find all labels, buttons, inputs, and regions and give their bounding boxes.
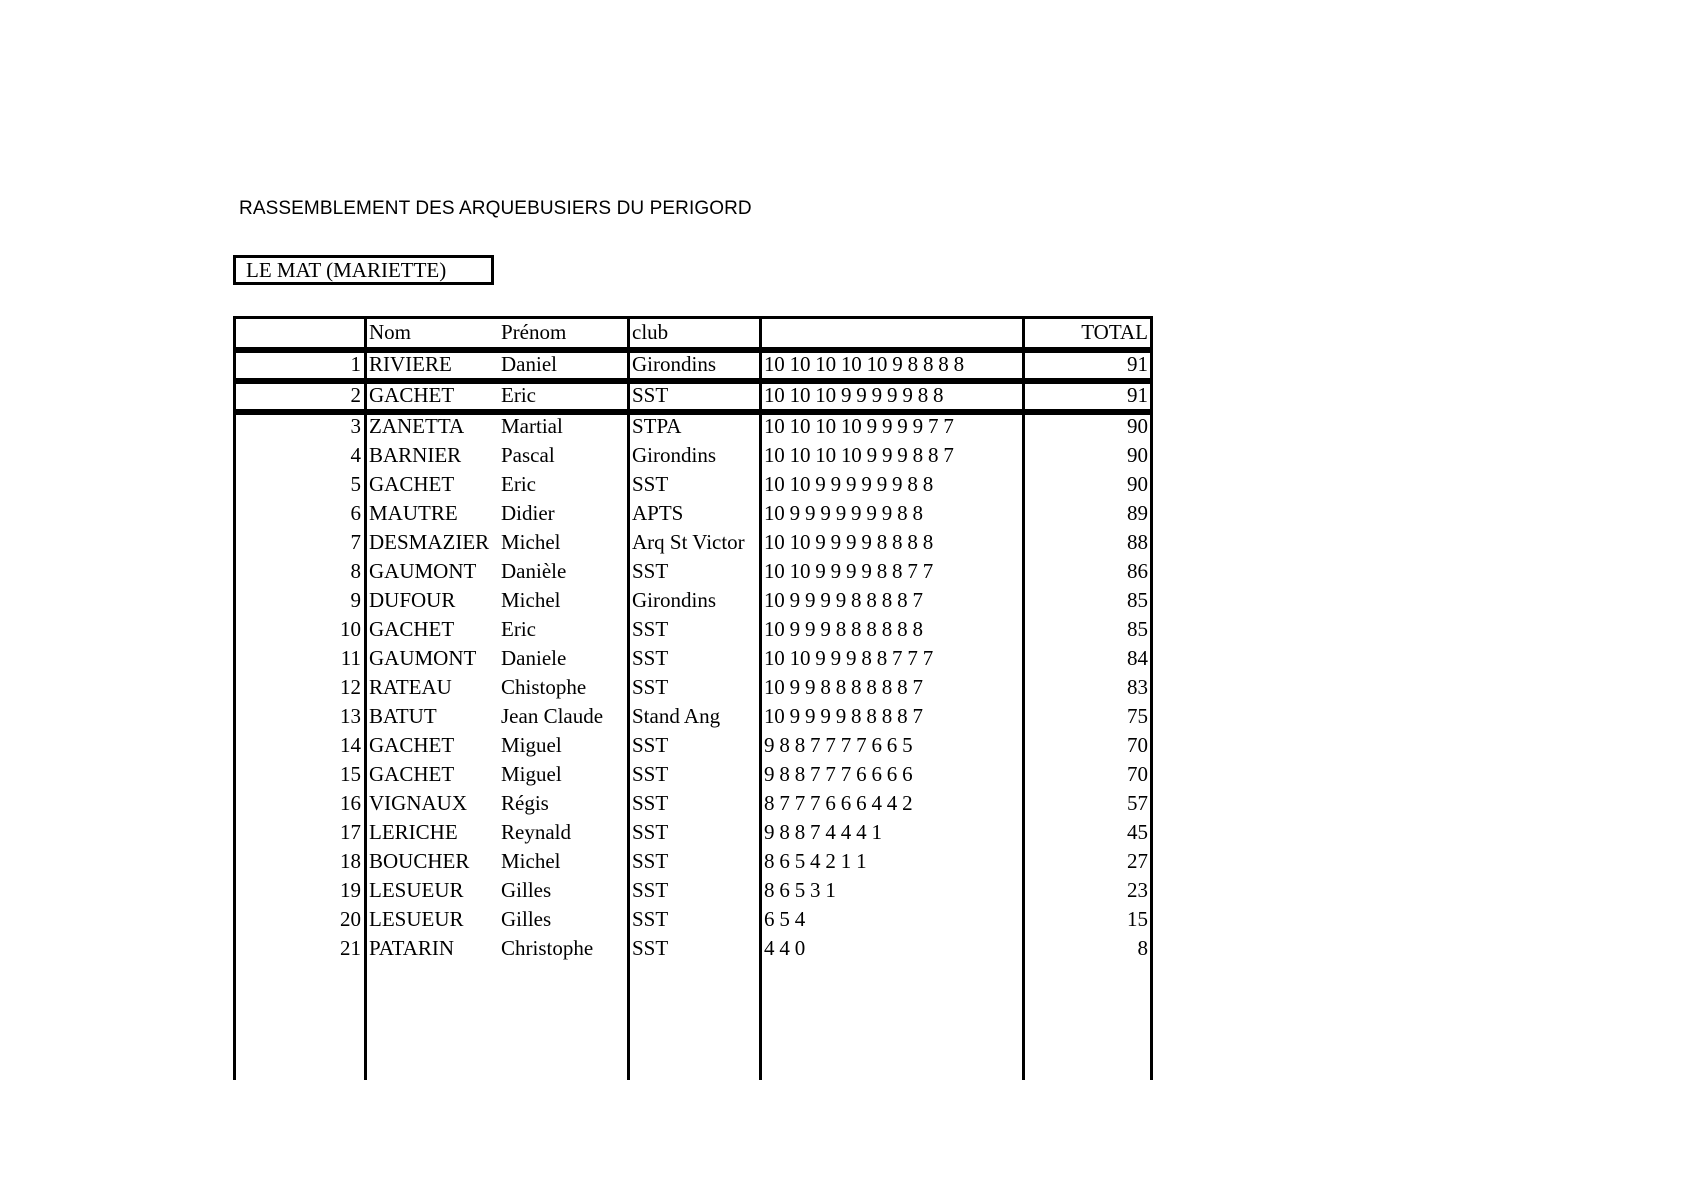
scores-cell: 8 6 5 3 1 [764, 878, 836, 902]
prenom-cell: Michel [501, 849, 561, 873]
rank-cell: 5 [350, 472, 361, 496]
total-cell: 85 [1127, 588, 1148, 612]
table-row [233, 470, 1153, 499]
scores-cell: 4 4 0 [764, 936, 806, 960]
prenom-cell: Michel [501, 530, 561, 554]
table-row [233, 441, 1153, 470]
prenom-cell: Didier [501, 501, 555, 525]
results-table [233, 316, 1153, 1080]
scores-cell: 10 9 9 8 8 8 8 8 8 7 [764, 675, 923, 699]
prenom-cell: Jean Claude [501, 704, 604, 728]
table-row [233, 350, 1153, 379]
total-cell: 83 [1127, 675, 1148, 699]
table-row [233, 731, 1153, 760]
total-cell: 45 [1127, 820, 1148, 844]
nom-cell: LESUEUR [369, 878, 464, 902]
total-cell: 70 [1127, 762, 1148, 786]
prenom-cell: Reynald [501, 820, 571, 844]
scores-cell: 10 9 9 9 9 8 8 8 8 7 [764, 704, 923, 728]
nom-cell: GACHET [369, 617, 455, 641]
rank-cell: 3 [350, 414, 361, 438]
total-cell: 8 [1137, 936, 1148, 960]
total-cell: 86 [1127, 559, 1148, 583]
club-cell: SST [632, 559, 669, 583]
rank-cell: 8 [350, 559, 361, 583]
nom-cell: LESUEUR [369, 907, 464, 931]
nom-cell: GACHET [369, 472, 455, 496]
nom-cell: DUFOUR [369, 588, 456, 612]
nom-cell: BATUT [369, 704, 437, 728]
club-cell: SST [632, 820, 669, 844]
table-row [233, 760, 1153, 789]
club-cell: SST [632, 849, 669, 873]
table-row [233, 847, 1153, 876]
club-cell: APTS [632, 501, 684, 525]
scores-cell: 10 10 10 9 9 9 9 9 8 8 [764, 383, 944, 407]
table-row [233, 615, 1153, 644]
rank-cell: 21 [340, 936, 361, 960]
total-cell: 91 [1127, 383, 1148, 407]
total-cell: 90 [1127, 443, 1148, 467]
club-cell: Arq St Victor [632, 530, 745, 554]
prenom-cell: Eric [501, 472, 536, 496]
club-cell: SST [632, 675, 669, 699]
table-row [233, 934, 1153, 963]
prenom-cell: Gilles [501, 878, 552, 902]
scores-cell: 6 5 4 [764, 907, 806, 931]
rank-cell: 2 [350, 383, 361, 407]
rank-cell: 18 [340, 849, 361, 873]
nom-cell: GACHET [369, 383, 455, 407]
prenom-cell: Danièle [501, 559, 567, 583]
club-cell: SST [632, 646, 669, 670]
nom-cell: ZANETTA [369, 414, 465, 438]
club-cell: SST [632, 733, 669, 757]
club-cell: Girondins [632, 352, 716, 376]
scores-cell: 10 9 9 9 8 8 8 8 8 8 [764, 617, 923, 641]
club-cell: SST [632, 617, 669, 641]
scores-cell: 10 9 9 9 9 8 8 8 8 7 [764, 588, 923, 612]
prenom-cell: Eric [501, 383, 536, 407]
scores-cell: 9 8 8 7 7 7 7 6 6 5 [764, 733, 913, 757]
total-cell: 90 [1127, 414, 1148, 438]
rank-cell: 20 [340, 907, 361, 931]
rank-cell: 16 [340, 791, 361, 815]
scores-cell: 10 10 10 10 9 9 9 8 8 7 [764, 443, 954, 467]
rank-cell: 14 [340, 733, 361, 757]
prenom-cell: Miguel [501, 733, 562, 757]
prenom-cell: Gilles [501, 907, 552, 931]
rank-cell: 15 [340, 762, 361, 786]
table-row [233, 412, 1153, 441]
prenom-cell: Miguel [501, 762, 562, 786]
scores-cell: 10 9 9 9 9 9 9 9 8 8 [764, 501, 923, 525]
club-cell: SST [632, 936, 669, 960]
club-cell: SST [632, 878, 669, 902]
prenom-cell: Régis [501, 791, 549, 815]
rank-cell: 6 [350, 501, 361, 525]
total-cell: 85 [1127, 617, 1148, 641]
rank-cell: 12 [340, 675, 361, 699]
rank-cell: 10 [340, 617, 361, 641]
club-cell: SST [632, 762, 669, 786]
prenom-cell: Pascal [501, 443, 555, 467]
scores-cell: 10 10 10 10 10 9 8 8 8 8 [764, 352, 964, 376]
prenom-cell: Eric [501, 617, 536, 641]
scores-cell: 9 8 8 7 4 4 4 1 [764, 820, 882, 844]
rank-cell: 13 [340, 704, 361, 728]
club-cell: Girondins [632, 588, 716, 612]
scores-cell: 10 10 9 9 9 9 9 9 8 8 [764, 472, 934, 496]
total-cell: 23 [1127, 878, 1148, 902]
total-cell: 70 [1127, 733, 1148, 757]
nom-cell: BARNIER [369, 443, 462, 467]
event-name: LE MAT (MARIETTE) [246, 258, 447, 282]
table-row [233, 381, 1153, 410]
prenom-cell: Christophe [501, 936, 594, 960]
header-club: club [632, 320, 669, 344]
rank-cell: 9 [350, 588, 361, 612]
document-title: RASSEMBLEMENT DES ARQUEBUSIERS DU PERIGORD [239, 198, 752, 219]
club-cell: STPA [632, 414, 682, 438]
rank-cell: 11 [340, 646, 361, 670]
rank-cell: 17 [340, 820, 361, 844]
nom-cell: RATEAU [369, 675, 452, 699]
table-header-row [233, 318, 1153, 347]
table-row [233, 644, 1153, 673]
nom-cell: VIGNAUX [369, 791, 467, 815]
nom-cell: DESMAZIER [369, 530, 490, 554]
nom-cell: MAUTRE [369, 501, 458, 525]
club-cell: Stand Ang [632, 704, 721, 728]
club-cell: SST [632, 791, 669, 815]
table-row [233, 528, 1153, 557]
club-cell: Girondins [632, 443, 716, 467]
nom-cell: PATARIN [369, 936, 455, 960]
total-cell: 90 [1127, 472, 1148, 496]
prenom-cell: Martial [501, 414, 563, 438]
table-row [233, 905, 1153, 934]
prenom-cell: Daniele [501, 646, 567, 670]
header-nom: Nom [369, 320, 411, 344]
club-cell: SST [632, 907, 669, 931]
nom-cell: RIVIERE [369, 352, 452, 376]
prenom-cell: Daniel [501, 352, 557, 376]
prenom-cell: Michel [501, 588, 561, 612]
scores-cell: 10 10 9 9 9 9 8 8 8 8 [764, 530, 934, 554]
table-row [233, 586, 1153, 615]
total-cell: 84 [1127, 646, 1148, 670]
total-cell: 27 [1127, 849, 1148, 873]
scores-cell: 10 10 10 10 9 9 9 9 7 7 [764, 414, 954, 438]
scores-cell: 8 7 7 7 6 6 6 4 4 2 [764, 791, 913, 815]
header-total: TOTAL [1081, 320, 1148, 344]
nom-cell: GACHET [369, 733, 455, 757]
total-cell: 57 [1127, 791, 1148, 815]
nom-cell: LERICHE [369, 820, 458, 844]
rank-cell: 1 [350, 352, 361, 376]
rank-cell: 7 [350, 530, 361, 554]
scores-cell: 8 6 5 4 2 1 1 [764, 849, 867, 873]
total-cell: 15 [1127, 907, 1148, 931]
scores-cell: 10 10 9 9 9 8 8 7 7 7 [764, 646, 934, 670]
rank-cell: 19 [340, 878, 361, 902]
total-cell: 88 [1127, 530, 1148, 554]
nom-cell: GAUMONT [369, 646, 477, 670]
nom-cell: BOUCHER [369, 849, 470, 873]
rank-cell: 4 [350, 443, 361, 467]
event-name-box [233, 255, 494, 285]
table-row [233, 673, 1153, 702]
table-row [233, 557, 1153, 586]
table-row [233, 876, 1153, 905]
table-row [233, 702, 1153, 731]
club-cell: SST [632, 472, 669, 496]
table-row [233, 789, 1153, 818]
table-row [233, 499, 1153, 528]
header-prenom: Prénom [501, 320, 567, 344]
nom-cell: GACHET [369, 762, 455, 786]
scores-cell: 10 10 9 9 9 9 8 8 7 7 [764, 559, 934, 583]
total-cell: 91 [1127, 352, 1148, 376]
club-cell: SST [632, 383, 669, 407]
prenom-cell: Chistophe [501, 675, 587, 699]
scores-cell: 9 8 8 7 7 7 6 6 6 6 [764, 762, 913, 786]
nom-cell: GAUMONT [369, 559, 477, 583]
total-cell: 89 [1127, 501, 1148, 525]
table-row [233, 818, 1153, 847]
total-cell: 75 [1127, 704, 1148, 728]
